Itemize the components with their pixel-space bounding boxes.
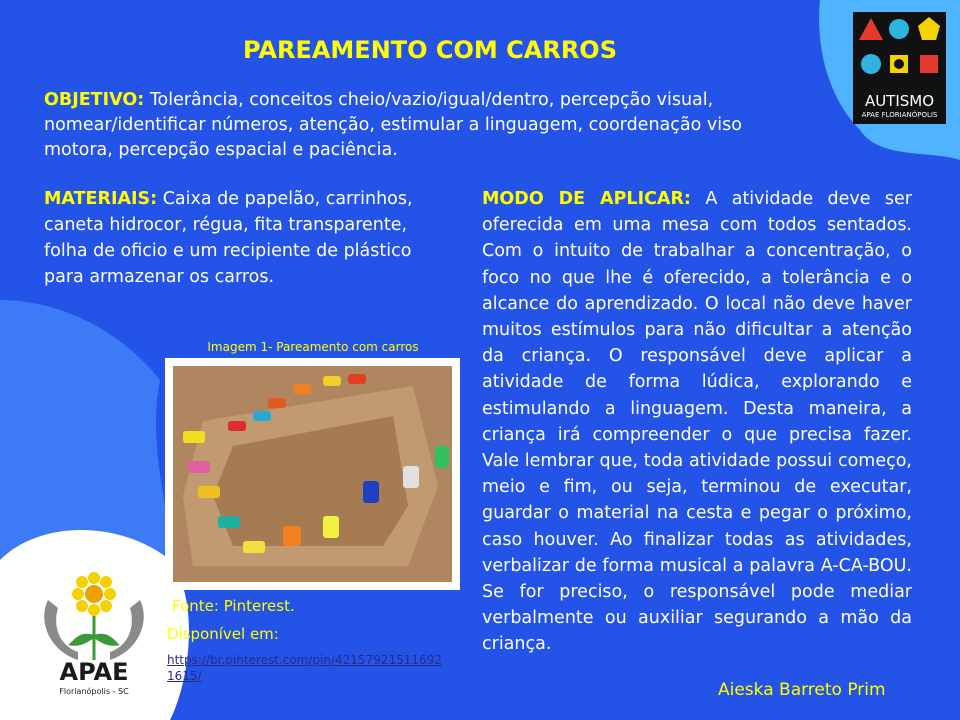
objetivo-text: Tolerância, conceitos cheio/vazio/igual/dentro, percepção visual, nomear/identificar números, atenção, estimular a linguagem, coordenação viso motora, percepção espacial e paciência. — [44, 90, 742, 160]
apae-flower-hands-icon — [18, 560, 170, 670]
modo-section — [482, 186, 912, 658]
photo-cardboard-with-cars — [173, 366, 452, 582]
objetivo-section — [44, 88, 784, 163]
apae-logo-title: APAE — [59, 658, 129, 686]
modo-text: A atividade deve ser oferecida em uma mesa com todos sentados. Com o intuito de trabalhar a concentração, o foco no que lhe é oferecido, a tolerância e o alcance do aprendizado. O local não deve haver muitos estímulos para não dificultar a atenção da criança. O responsável deve aplicar a atividade de forma lúdica, explorando e estimulando a linguagem. Desta maneira, a criança irá compreender o que precisa fazer. Vale lembrar que, toda atividade possui começo, meio e fim, ou seja, terminou de executar, guardar o material na cesta e pegar o próximo, caso houver. Ao finalizar todas as atividades, verbalizar de forma musical a palavra A-CA-BOU. Se for preciso, o responsável pode mediar verbalmente ou auxiliar segurando a mão da criança. — [482, 189, 912, 655]
materiais-text: Caixa de papelão, carrinhos, caneta hidrocor, régua, fita transparente, folha de oficio e um recipiente de plástico para armazenar os carros. — [44, 189, 413, 287]
author-name: Aieska Barreto Prim — [718, 680, 886, 700]
available-at-label: Disponível em: — [167, 625, 279, 643]
source-link[interactable]: https://br.pinterest.com/pin/421579215116921615/ — [167, 653, 442, 683]
autismo-shapes-icon — [853, 12, 946, 92]
cars-illustration — [173, 366, 452, 582]
materiais-label: MATERIAIS: — [44, 189, 158, 209]
autismo-logo — [853, 12, 946, 124]
apae-logo — [18, 560, 170, 712]
apae-logo-subtitle: Florianópolis - SC — [59, 687, 129, 696]
page-title: PAREAMENTO COM CARROS — [243, 36, 617, 64]
autismo-logo-title: AUTISMO — [864, 92, 935, 110]
image-caption: Imagem 1- Pareamento com carros — [207, 340, 419, 354]
objetivo-label: OBJETIVO: — [44, 90, 145, 110]
materiais-section — [44, 186, 444, 290]
autismo-logo-subtitle: APAE FLORIANÓPOLIS — [861, 111, 938, 119]
source-text: Fonte: Pinterest. — [172, 597, 295, 615]
activity-photo — [165, 358, 460, 590]
modo-label: MODO DE APLICAR: — [482, 189, 691, 209]
